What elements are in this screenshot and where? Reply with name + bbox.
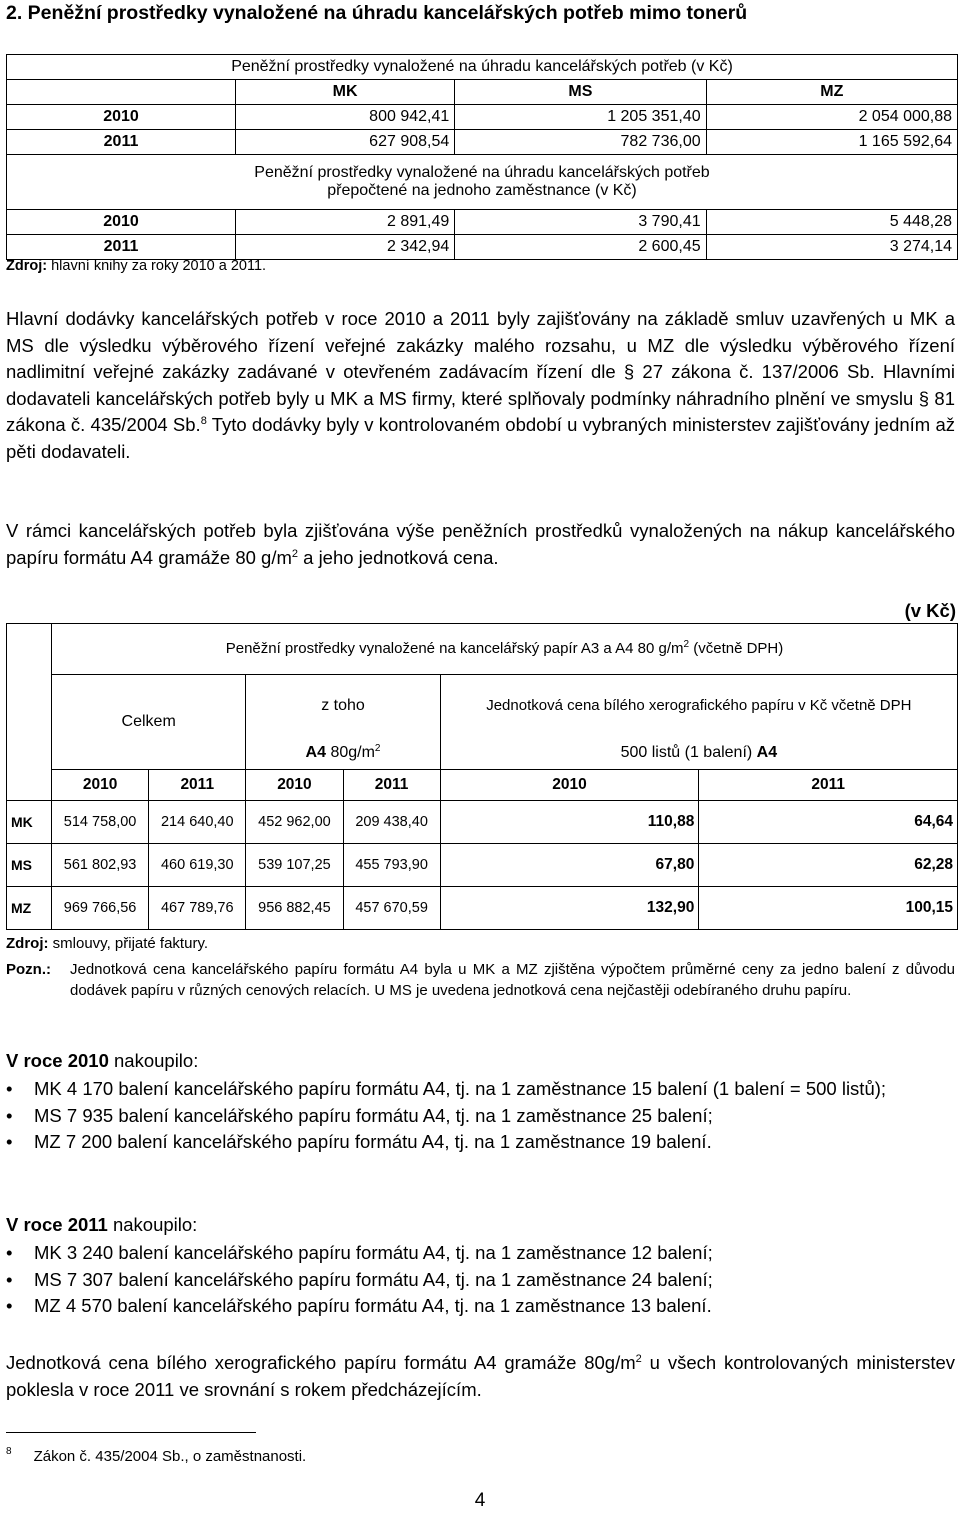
note-text: Jednotková cena kancelářského papíru formátu A4 byla u MK a MZ zjištěna výpočtem průměrné ceny za jedno balení z důvodu dodávek papíru v různých cenových relacích. U MS je uvedena jednotková cena nejčastěji odebíraného druhu papíru. (70, 961, 955, 999)
table1-cell: 2 600,45 (455, 235, 706, 260)
page-number: 4 (474, 1490, 486, 1511)
table1-cell: 3 274,14 (706, 235, 957, 260)
table2-year: 2011 (343, 770, 440, 801)
table-row (7, 844, 958, 887)
table1-corner (7, 80, 236, 105)
table2-col-of: z toho (246, 675, 440, 738)
table2-cell: 969 766,56 (52, 887, 149, 930)
table2-col-total: Celkem (52, 675, 246, 770)
table2-year: 2010 (440, 770, 699, 801)
list-item-text: MS 7 935 balení kancelářského papíru formátu A4, tj. na 1 zaměstnance 25 balení; (34, 1104, 713, 1126)
year-heading-bold: V roce 2010 (6, 1050, 109, 1071)
source-text: smlouvy, přijaté faktury. (48, 935, 208, 952)
table2-row-label: MK (7, 801, 52, 844)
source-label: Zdroj: (6, 935, 49, 952)
list-item (6, 1267, 955, 1294)
table1-header: Peněžní prostředky vynaložené na úhradu kancelářských potřeb (v Kč) (7, 55, 958, 80)
paragraph-text: V rámci kancelářských potřeb byla zjišťována výše peněžních prostředků vynaložených na nákup kancelářského papíru formátu A4 gramáže 80 g/m (6, 520, 955, 568)
year-2010-heading (6, 1050, 198, 1072)
footnote-separator (6, 1432, 256, 1433)
table1-year: 2010 (7, 105, 236, 130)
year-heading-text: nakoupilo: (107, 1214, 198, 1235)
table2-cell: 514 758,00 (52, 801, 149, 844)
paragraph-text: Hlavní dodávky kancelářských potřeb v roce 2010 a 2011 byly zajišťovány na základě smluv uzavřených u MK a MS dle výsledku výběrového řízení veřejné zakázky malého rozsahu, u MZ dle výsledku výběrového řízení nadlimitní veřejné zakázky zadávané v otevřeném zadávacím řízení dle § 27 zákona č. 137/2006 Sb. Hlavními dodavateli kancelářských potřeb byly u MK a MS firmy, které splňovaly podmínky náhradního plnění ve smyslu § 81 zákona č. 435/2004 Sb. (6, 308, 955, 435)
table1-cell: 782 736,00 (455, 130, 706, 155)
table1-cell: 800 942,41 (236, 105, 455, 130)
table2-corner (7, 624, 52, 801)
bullet-icon: • (6, 1078, 13, 1099)
table2-col-unit: Jednotková cena bílého xerografického papíru v Kč včetně DPH (440, 675, 957, 738)
table2-cell: 467 789,76 (149, 887, 246, 930)
paragraph-text: Jednotková cena bílého xerografického papíru formátu A4 gramáže 80g/m (6, 1352, 636, 1373)
list-item (6, 1103, 955, 1130)
year-2011-list (6, 1240, 955, 1320)
bullet-icon: • (6, 1131, 13, 1152)
table2-cell: 561 802,93 (52, 844, 149, 887)
table1-cell: 1 205 351,40 (455, 105, 706, 130)
table2-unit-cell: 110,88 (440, 801, 699, 844)
table2-unit-cell: 64,64 (699, 801, 958, 844)
source-label: Zdroj: (6, 258, 48, 274)
bullet-icon: • (6, 1295, 13, 1316)
table1-cell: 2 891,49 (236, 210, 455, 235)
footnote (6, 1446, 306, 1465)
table-row (7, 210, 958, 235)
table2-cell: 214 640,40 (149, 801, 246, 844)
table2-title-text: Peněžní prostředky vynaložené na kancelářský papír A3 a A4 80 g/m (225, 640, 684, 657)
table1-cell: 5 448,28 (706, 210, 957, 235)
year-2010-list (6, 1076, 955, 1156)
paragraph-text: u všech kontrolovaných ministerstev poklesla v roce 2011 ve srovnání s rokem předcházejícím. (6, 1352, 956, 1400)
superscript: 2 (683, 639, 690, 650)
table2-year: 2011 (149, 770, 246, 801)
list-item (6, 1129, 955, 1156)
bullet-icon: • (6, 1104, 13, 1126)
superscript: 2 (291, 547, 298, 560)
table2-unit-cell: 132,90 (440, 887, 699, 930)
table2-unit-cell: 67,80 (440, 844, 699, 887)
table2-a4-bold: A4 (305, 744, 326, 762)
table2-col-unit-sub (440, 738, 957, 770)
list-item-text: MK 3 240 balení kancelářského papíru formátu A4, tj. na 1 zaměstnance 12 balení; (34, 1242, 713, 1263)
table2-a4-text: 80g/m (326, 744, 375, 762)
table2-source (6, 935, 208, 952)
footnote-number: 8 (6, 1446, 12, 1457)
table1-source (6, 258, 266, 274)
paper-table (6, 623, 958, 930)
expenses-table (6, 54, 958, 260)
table2-unit-sub-bold: A4 (756, 744, 778, 762)
table1-cell: 3 790,41 (455, 210, 706, 235)
list-item (6, 1076, 955, 1103)
table2-unit-cell: 62,28 (699, 844, 958, 887)
list-item-text: MK 4 170 balení kancelářského papíru formátu A4, tj. na 1 zaměstnance 15 balení (1 balení = 500 listů); (34, 1078, 887, 1099)
footnote-text: Zákon č. 435/2004 Sb., o zaměstnanosti. (33, 1448, 307, 1465)
table2-cell: 457 670,59 (343, 887, 440, 930)
table-row (7, 105, 958, 130)
table2-unit-sub-text: 500 listů (1 balení) (620, 744, 757, 762)
table2-cell: 956 882,45 (246, 887, 343, 930)
year-2011-heading (6, 1214, 197, 1236)
table2-row-label: MS (7, 844, 52, 887)
list-item (6, 1293, 955, 1320)
year-heading-text: nakoupilo: (108, 1050, 199, 1071)
paragraph-suppliers (6, 306, 955, 465)
table2-row-label: MZ (7, 887, 52, 930)
table2-cell: 209 438,40 (343, 801, 440, 844)
source-text: hlavní knihy za roky 2010 a 2011. (47, 258, 267, 274)
table-row (7, 887, 958, 930)
section-heading: 2. Peněžní prostředky vynaložené na úhradu kancelářských potřeb mimo tonerů (6, 2, 748, 24)
table2-cell: 460 619,30 (149, 844, 246, 887)
table2-unit-cell: 100,15 (699, 887, 958, 930)
table2-note (6, 959, 955, 1001)
table1-cell: 627 908,54 (236, 130, 455, 155)
table1-year: 2011 (7, 130, 236, 155)
superscript: 2 (635, 1353, 642, 1365)
table1-cell: 1 165 592,64 (706, 130, 957, 155)
table1-cell: 2 342,94 (236, 235, 455, 260)
table2-cell: 539 107,25 (246, 844, 343, 887)
table2-cell: 455 793,90 (343, 844, 440, 887)
table-row (7, 235, 958, 260)
table1-col-ms: MS (455, 80, 706, 105)
table-row (7, 130, 958, 155)
table-row (7, 801, 958, 844)
table1-cell: 2 054 000,88 (706, 105, 957, 130)
list-item (6, 1240, 955, 1267)
bullet-icon: • (6, 1242, 13, 1263)
superscript: 2 (374, 743, 381, 755)
table1-subheader (7, 155, 958, 210)
paragraph-text: a jeho jednotková cena. (298, 546, 499, 568)
unit-label: (v Kč) (904, 600, 956, 621)
bullet-icon: • (6, 1268, 13, 1290)
table2-title-text: (včetně DPH) (689, 640, 784, 657)
paragraph-conclusion (6, 1350, 955, 1403)
table2-cell: 452 962,00 (246, 801, 343, 844)
list-item-text: MZ 4 570 balení kancelářského papíru formátu A4, tj. na 1 zaměstnance 13 balení. (34, 1295, 712, 1316)
table1-col-mk: MK (236, 80, 455, 105)
table2-col-a4 (246, 738, 440, 770)
table2-title (52, 624, 958, 675)
list-item-text: MZ 7 200 balení kancelářského papíru formátu A4, tj. na 1 zaměstnance 19 balení. (34, 1131, 712, 1152)
table2-year: 2011 (699, 770, 958, 801)
year-heading-bold: V roce 2011 (6, 1214, 108, 1235)
note-label: Pozn.: (6, 961, 51, 978)
table1-col-mz: MZ (706, 80, 957, 105)
paragraph-text: Tyto dodávky byly v kontrolovaném období u vybraných ministerstev zajišťovány jedním až pěti dodavateli. (6, 414, 955, 462)
table1-year: 2011 (7, 235, 236, 260)
table1-subheader-line1: Peněžní prostředky vynaložené na úhradu kancelářských potřeb (254, 164, 710, 181)
table2-year: 2010 (52, 770, 149, 801)
paragraph-paper (6, 518, 955, 571)
table1-subheader-line2: přepočtené na jednoho zaměstnance (v Kč) (327, 182, 637, 199)
list-item-text: MS 7 307 balení kancelářského papíru formátu A4, tj. na 1 zaměstnance 24 balení; (34, 1268, 713, 1290)
footnote-ref[interactable]: 8 (200, 415, 207, 427)
table1-year: 2010 (7, 210, 236, 235)
table2-year: 2010 (246, 770, 343, 801)
